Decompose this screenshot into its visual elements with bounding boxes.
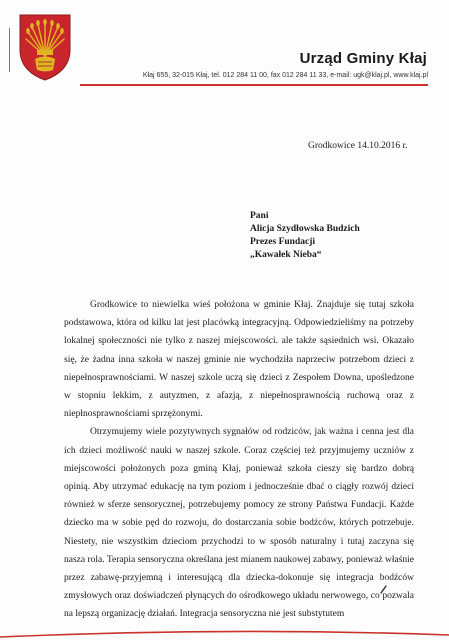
body-paragraph: Grodkowice to niewielka wieś położona w gminie Kłaj. Znajduje się tutaj szkoła podstawowa, która od kilku lat jest placówką integracyjną. Odpowiedzieliśmy na potrzeby lokalnej społeczności nie tylko z naszej miejscowości. ale także sąsiednich wsi. Okazało się, że żadna inna szkoła w naszej gminie nie wychodziła naprzeciw potrzebom dzieci z niepełnosprawnościami. W naszej szkole uczą się dzieci z Zespołem Downa, upośledzone w stopniu lekkim, z autyzmen, z afazją, z niepełnosprawnością ruchową oraz z niepłnosprawnościami sprzężonymi. [64, 300, 414, 420]
recipient-salutation: Pani [250, 211, 269, 221]
scan-edge-mark [9, 28, 10, 72]
recipient-foundation: „Kawałek Nieba“ [250, 250, 322, 260]
footer-rule [0, 624, 449, 640]
letter-date: Grodkowice 14.10.2016 r. [308, 141, 408, 151]
recipient-block [250, 210, 360, 262]
pen-mark-icon [378, 583, 390, 595]
recipient-name: Alicja Szydłowska Budzich [250, 224, 360, 234]
coat-of-arms-sheaf-icon [17, 12, 73, 82]
letterhead-rule [80, 84, 428, 86]
body-paragraph: Otrzymujemy wiele pozytywnych sygnałów od rodziców, jak ważna i cenna jest dla ich dzieci możliwość nauki w naszej szkole. Coraz częściej też przyjmujemy uczniów z miejscowości położonych poza gminą Kłaj, ponieważ szkoła cieszy się bardzo dobrą opinią. Aby utrzymać edukację na tym poziom i jednocześnie dbać o ciągły rozwój dzieci również w sferze sensorycznej, potrzebujemy pomocy ze strony Państwa Fundacji. Każde dziecko ma w sobie pęd do rozwoju, do dostarczania sobie bodźców, których potrzebuje. Niestety, nie wszystkim dzieciom przychodzi to w sposób naturalny i tutaj zaczyna się nasza rola. Terapia sensoryczna określana jest mianem naukowej zabawy, ponieważ właśnie przez zabawę-przyjemną i interesującą dla dziecka-dokonuje się integracja bodźców zmysłowych oraz doświadczeń płynących do ośrodkowego układu nerwowego, co pozwala na lepszą organizację działań. Integracja sensoryczna nie jest substytutem [64, 427, 414, 620]
office-contact-line: Kłaj 655, 32-015 Kłaj, tel. 012 284 11 00, fax 012 284 11 33, e-mail: ugk@klaj.pl, www.klaj.pl [142, 72, 428, 79]
recipient-role: Prezes Fundacji [250, 237, 315, 247]
letter-body [64, 296, 414, 624]
office-name: Urząd Gminy Kłaj [299, 50, 427, 67]
